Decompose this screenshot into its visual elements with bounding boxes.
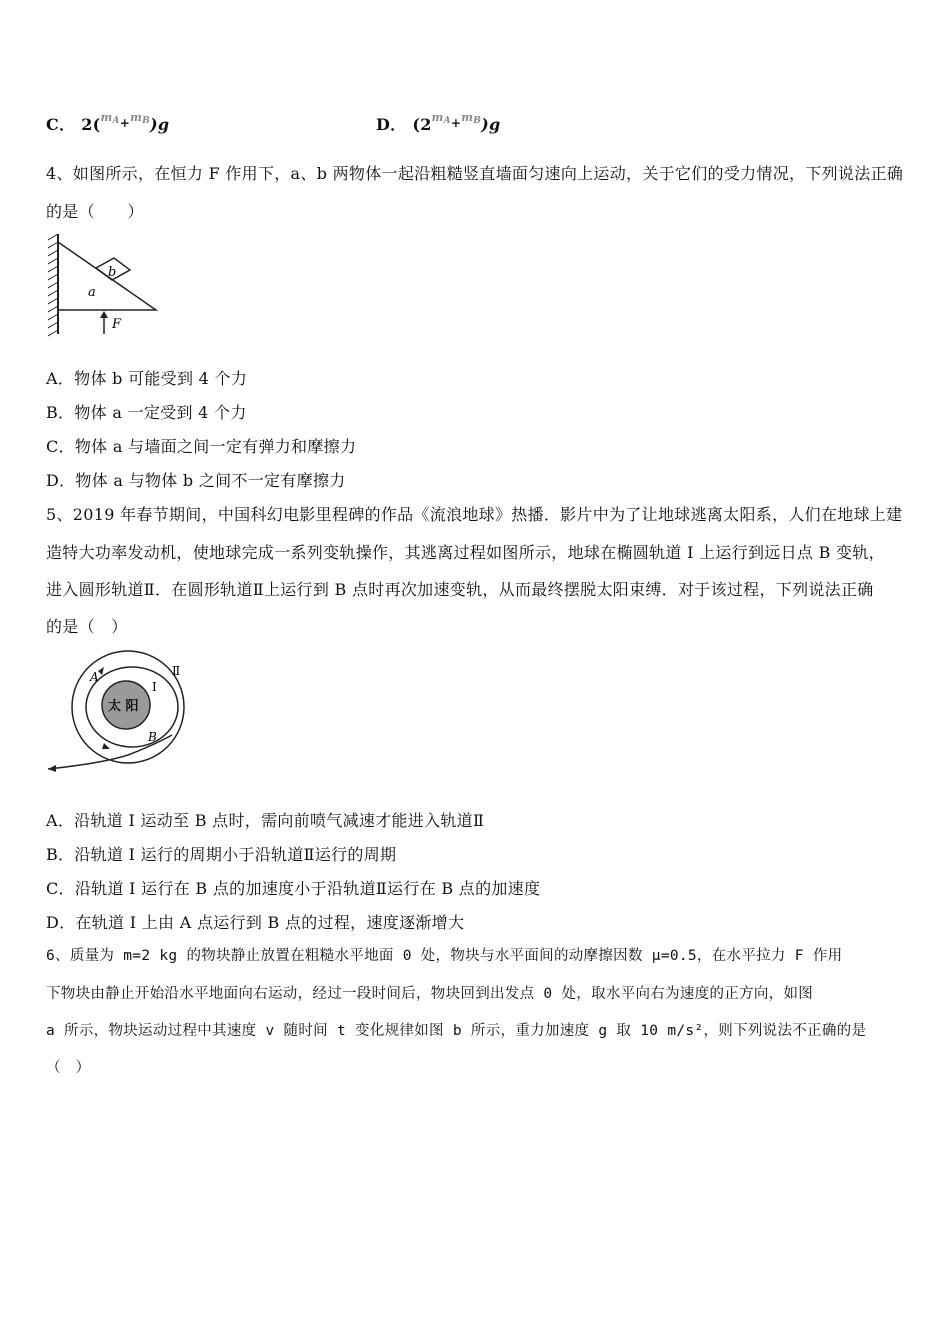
label-B: B [148,730,157,744]
mass-a-subscript: A [443,116,451,126]
mass-b [461,111,481,124]
label-I: I [152,680,157,694]
q6-stem-line1: 6、质量为 m=2 kg 的物块静止放置在粗糙水平地面 0 处，物块与水平面间的动摩擦因数 μ=0.5，在水平拉力 F 作用 [46,948,843,964]
q4-option-c: C．物体 a 与墙面之间一定有弹力和摩擦力 [46,437,357,456]
mass-b-subscript: B [473,116,482,126]
wall-hatching [48,234,58,336]
q5-option-b: B．沿轨道 I 运行的周期小于沿轨道Ⅱ运行的周期 [46,845,397,864]
q6-stem-line3: a 所示，物块运动过程中其速度 v 随时间 t 变化规律如图 b 所示，重力加速度 g 取 10 m/s²，则下列说法不正确的是 [46,1023,867,1039]
plus-sign: + [450,116,462,130]
mass-b [130,111,150,124]
mass-b-symbol: m [461,111,474,124]
q5-option-d: D．在轨道 I 上由 A 点运行到 B 点的过程，速度逐渐增大 [46,913,465,932]
q4-option-d: D．物体 a 与物体 b 之间不一定有摩擦力 [46,471,346,490]
q5-orbit-figure [44,645,214,775]
q4-stem-line2: 的是（ ） [46,202,144,221]
orbit-arrow-1 [98,667,104,675]
q5-stem-line3: 进入圆形轨道Ⅱ．在圆形轨道Ⅱ上运行到 B 点时再次加速变轨，从而最终摆脱太阳束缚．对于该过程，下列说法正确 [46,580,874,599]
formula-suffix: )g [481,115,501,134]
option-label: D． [376,115,407,134]
orbit-arrow-2 [102,743,110,749]
q4-option-a: A．物体 b 可能受到 4 个力 [46,369,248,388]
q4-option-b: B．物体 a 一定受到 4 个力 [46,403,247,422]
q6-stem-line2: 下物块由静止开始沿水平地面向右运动，经过一段时间后，物块回到出发点 0 处，取水平向右为速度的正方向，如图 [46,986,814,1002]
q3-option-c [46,112,169,135]
escape-arrow-head [48,765,56,772]
q5-option-c: C．沿轨道 I 运行在 B 点的加速度小于沿轨道Ⅱ运行在 B 点的加速度 [46,879,541,898]
option-label: C． [46,115,76,134]
mass-b-symbol: m [130,111,143,124]
mass-a-symbol: m [100,111,113,124]
q5-option-a: A．沿轨道 I 运动至 B 点时，需向前喷气减速才能进入轨道Ⅱ [46,811,485,830]
label-II: Ⅱ [172,664,181,678]
q6-stem-line4: （ ） [46,1060,91,1076]
formula-prefix: (2 [412,115,432,134]
q3-option-d [376,112,501,135]
mass-a-symbol: m [431,111,444,124]
force-arrow-head [100,311,108,318]
q4-stem-line1: 4、如图所示，在恒力 F 作用下，a、b 两物体一起沿粗糙竖直墙面匀速向上运动，关于它们的受力情况，下列说法正确 [46,164,904,183]
mass-a [101,111,120,124]
mass-a-subscript: A [112,116,120,126]
q5-stem-line1: 5、2019 年春节期间，中国科幻电影里程碑的作品《流浪地球》热播．影片中为了让地球逃离太阳系，人们在地球上建 [46,505,903,524]
label-A: A [90,670,99,684]
formula-prefix: 2( [81,115,101,134]
q4-figure [44,230,164,340]
label-F: F [112,317,122,332]
label-b: b [108,265,117,280]
q5-stem-line2: 造特大功率发动机，使地球完成一系列变轨操作，其逃离过程如图所示，地球在椭圆轨道 I 上运行到远日点 B 变轨， [46,543,885,562]
mass-b-subscript: B [142,116,151,126]
q5-stem-line4: 的是（ ） [46,617,128,636]
sun-label: 太 阳 [108,699,139,714]
formula-suffix: )g [150,115,170,134]
plus-sign: + [119,116,131,130]
mass-a [432,111,451,124]
label-a: a [88,285,96,300]
